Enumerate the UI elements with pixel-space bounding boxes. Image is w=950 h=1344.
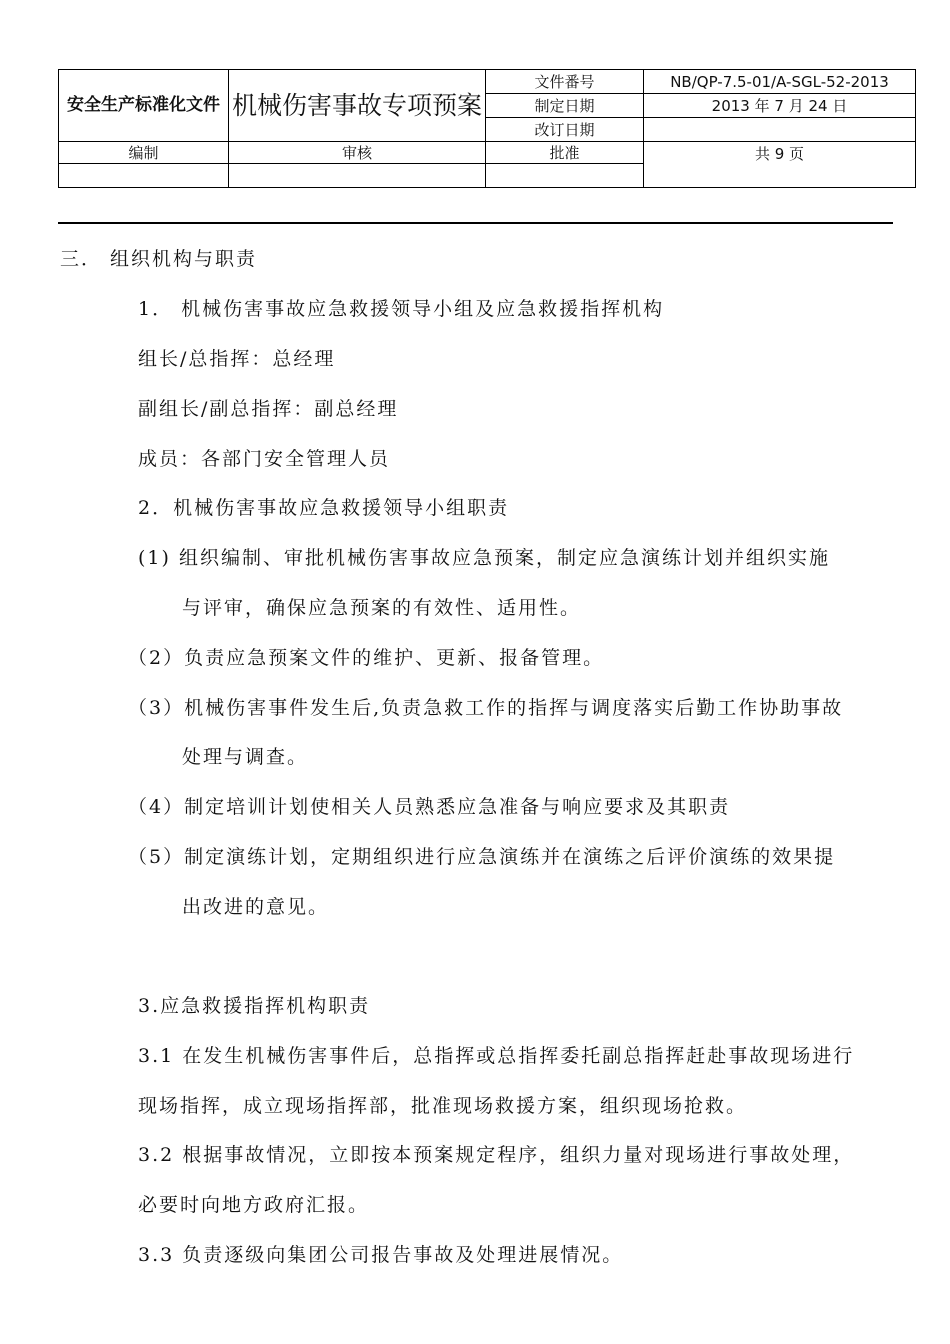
compiled-by-label: 编制 [59,142,229,164]
section-heading: 三． 组织机构与职责 [60,248,258,270]
standardization-label: 安全生产标准化文件 [59,70,229,142]
subsection-heading-2: 2．机械伤害事故应急救援领导小组职责 [138,497,510,519]
duty-item-3: （3）机械伤害事件发生后,负责急救工作的指挥与调度落实后勤工作协助事故 [128,697,844,719]
subsection-heading-1: 1． 机械伤害事故应急救援领导小组及应急救援指挥机构 [138,298,665,320]
document-number-label: 文件番号 [486,70,644,94]
duty-item-5: （5）制定演练计划，定期组织进行应急演练并在演练之后评价演练的效果提 [128,846,836,868]
established-date-value: 2013 年 7 月 24 日 [644,94,916,118]
paragraph-3-1-continued: 现场指挥，成立现场指挥部，批准现场救援方案，组织现场抢救。 [138,1095,748,1117]
compiled-by-value [59,164,229,188]
document-header-table [58,69,916,188]
duty-item-5-continued: 出改进的意见。 [182,896,330,918]
document-title: 机械伤害事故专项预案 [229,70,486,142]
approved-by-label: 批准 [486,142,644,164]
reviewed-by-label: 审核 [229,142,486,164]
duty-item-3-continued: 处理与调查。 [182,746,309,768]
paragraph-3-1: 3.1 在发生机械伤害事件后，总指挥或总指挥委托副总指挥赶赴事故现场进行 [138,1045,855,1067]
duty-item-1: (1) 组织编制、审批机械伤害事故应急预案，制定应急演练计划并组织实施 [138,547,830,569]
members-line: 成员：各部门安全管理人员 [138,448,391,470]
vice-leader-line: 副组长/副总指挥：副总经理 [138,398,399,420]
subsection-heading-3: 3.应急救援指挥机构职责 [138,995,371,1017]
paragraph-3-3: 3.3 负责逐级向集团公司报告事故及处理进展情况。 [138,1244,624,1266]
revision-date-value [644,118,916,142]
duty-item-1-continued: 与评审，确保应急预案的有效性、适用性。 [182,597,582,619]
duty-item-4: （4）制定培训计划使相关人员熟悉应急准备与响应要求及其职责 [128,796,731,818]
document-number-value: NB/QP-7.5-01/A-SGL-52-2013 [644,70,916,94]
paragraph-3-2: 3.2 根据事故情况，立即按本预案规定程序，组织力量对现场进行事故处理， [138,1144,855,1166]
revision-date-label: 改订日期 [486,118,644,142]
established-date-label: 制定日期 [486,94,644,118]
leader-line: 组长/总指挥：总经理 [138,348,336,370]
reviewed-by-value [229,164,486,188]
paragraph-3-2-continued: 必要时向地方政府汇报。 [138,1194,370,1216]
header-divider [58,222,893,224]
duty-item-2: （2）负责应急预案文件的维护、更新、报备管理。 [128,647,605,669]
page-count: 共 9 页 [644,142,916,188]
approved-by-value [486,164,644,188]
